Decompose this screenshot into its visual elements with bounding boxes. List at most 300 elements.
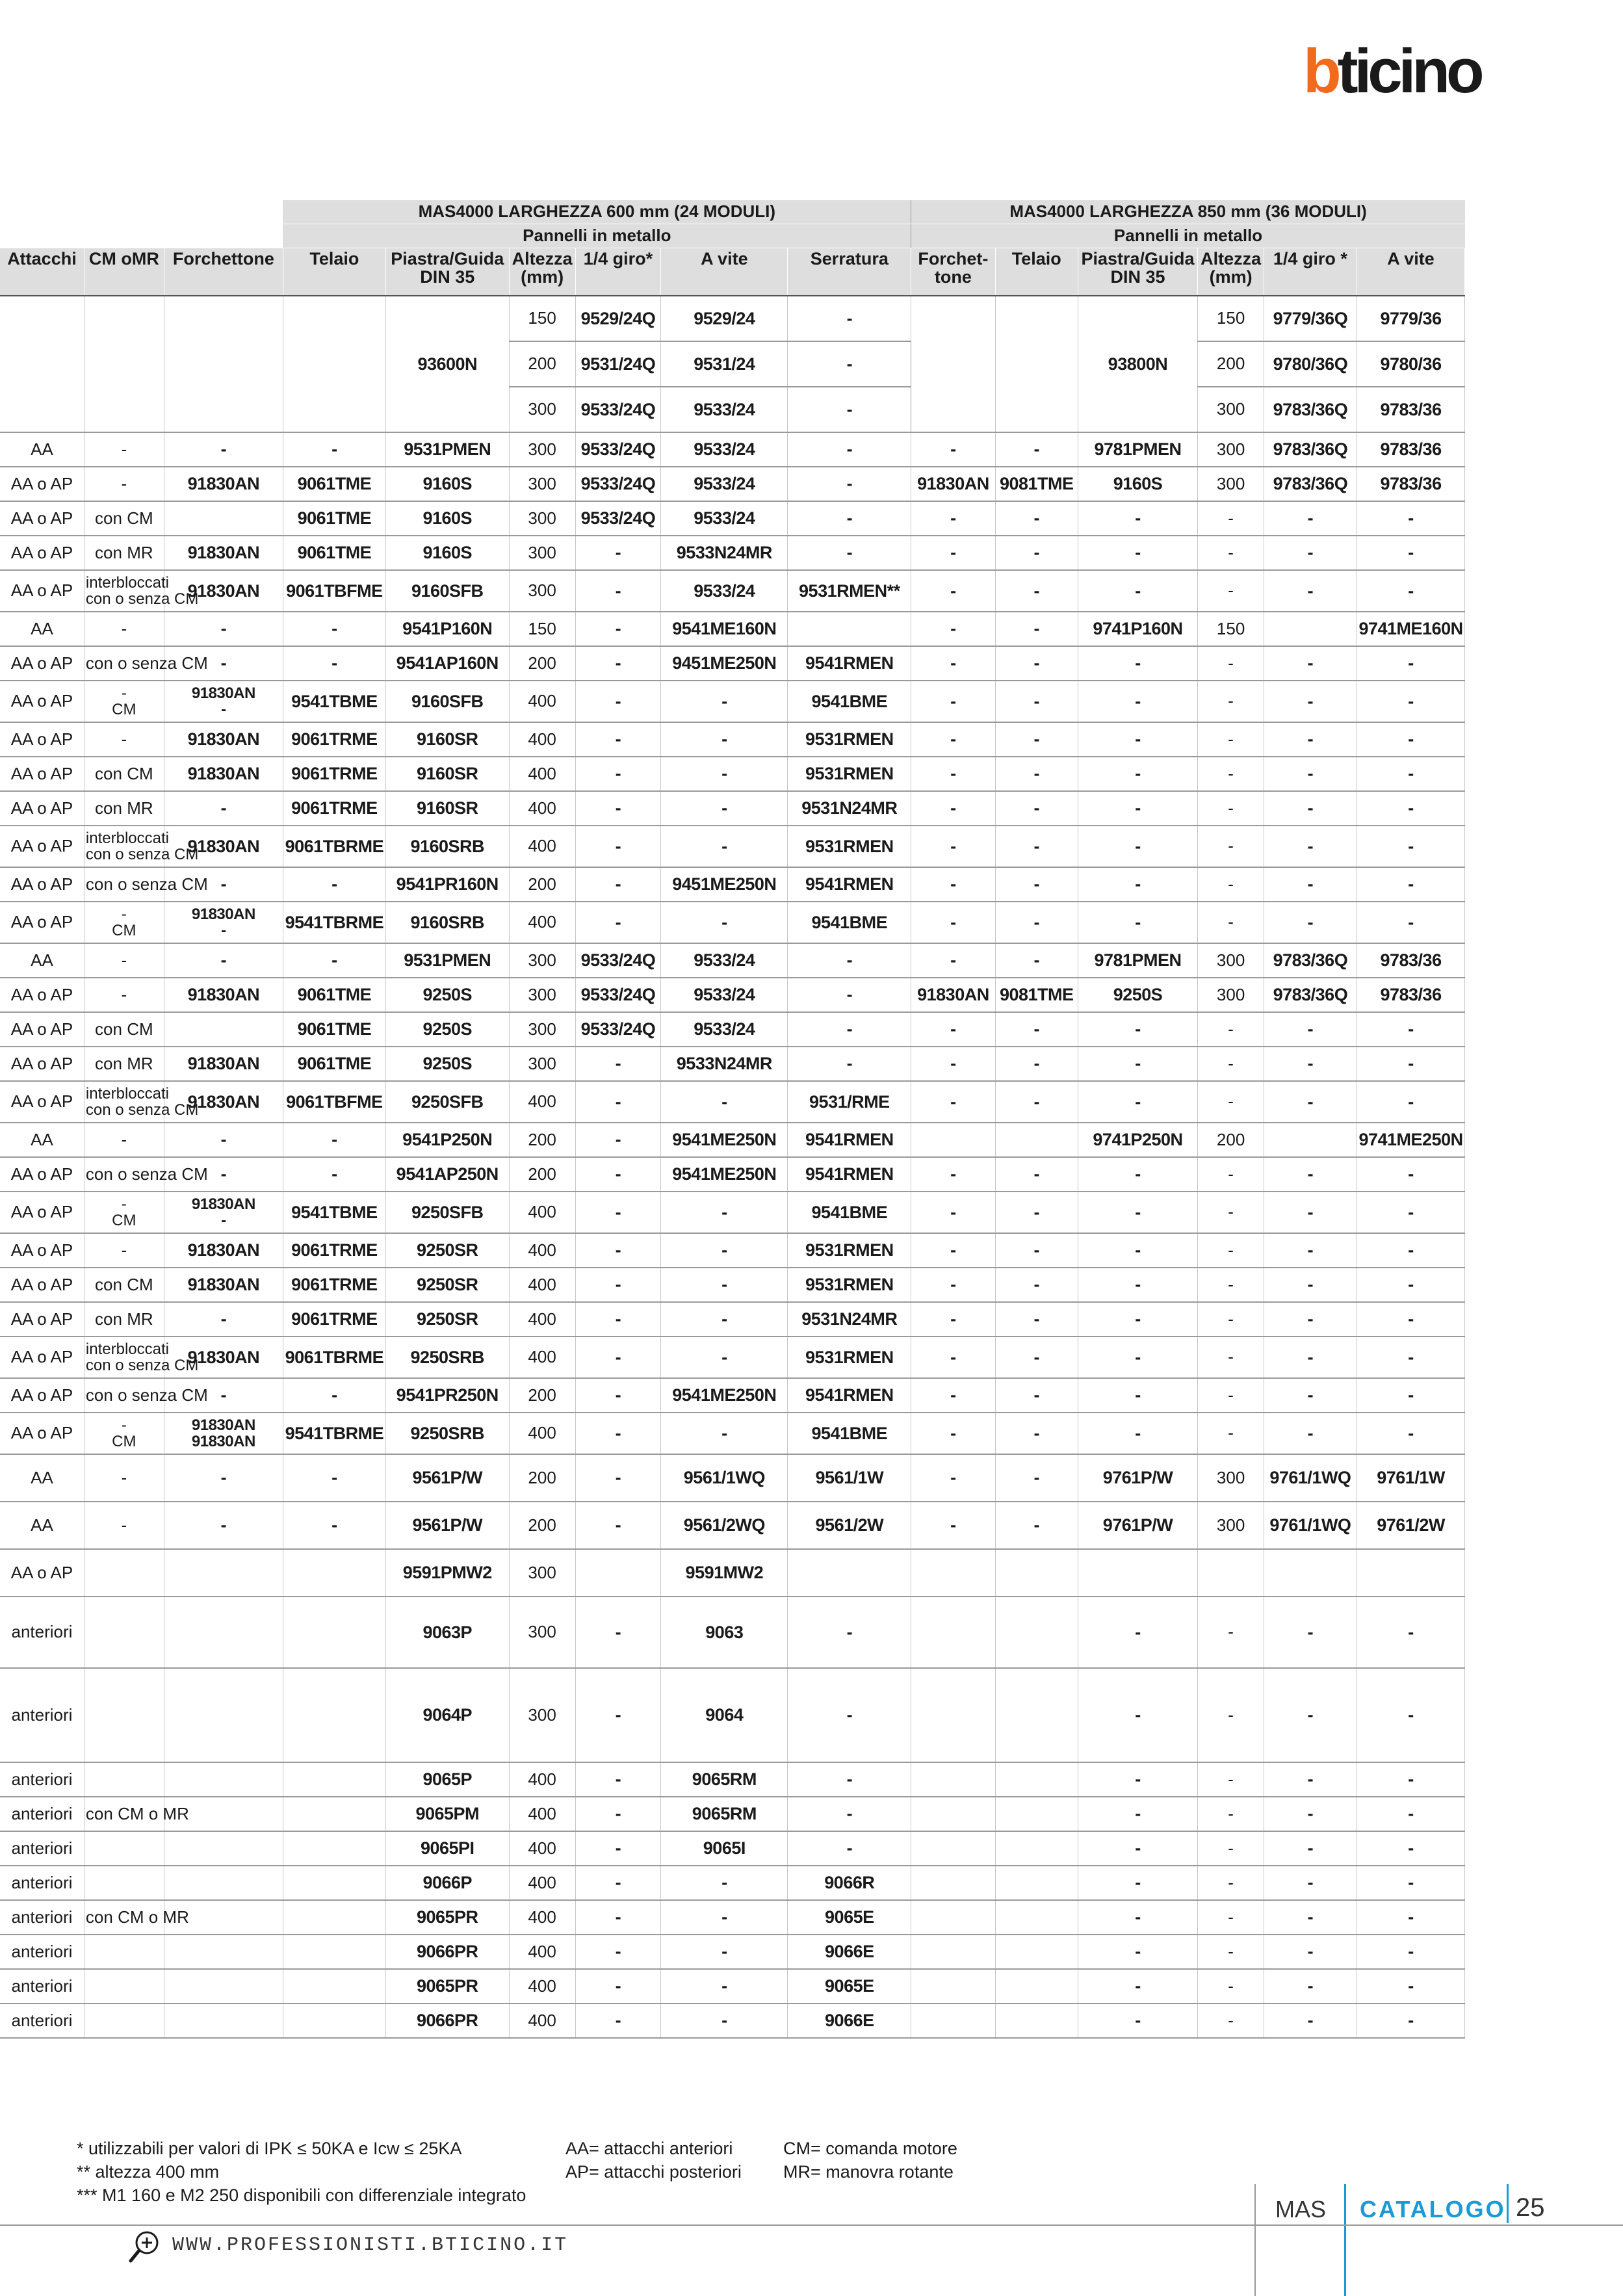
table-cell: - [164, 943, 283, 978]
table-cell: interbloccati con o senza CM [84, 1081, 164, 1123]
table-cell: 9781PMEN [1078, 943, 1197, 978]
table-cell: - [995, 1157, 1078, 1192]
table-cell: 300 [509, 943, 575, 978]
table-cell: 9541P250N [385, 1123, 509, 1157]
table-cell: - [84, 1123, 164, 1157]
table-cell: 9529/24Q [575, 296, 661, 341]
table-cell: - [911, 501, 995, 536]
table-row [0, 1157, 1469, 1192]
table-cell: - [575, 1969, 661, 2003]
table-cell: - [995, 867, 1078, 902]
table-cell: 9779/36Q [1264, 296, 1357, 341]
table-cell: - [1078, 1969, 1197, 2003]
table-cell [164, 1969, 283, 2003]
table-cell [1264, 1123, 1357, 1157]
footer-rule [0, 2224, 1623, 2226]
table-cell [788, 1549, 911, 1597]
table-cell: 200 [1198, 341, 1264, 387]
table-cell [995, 1797, 1078, 1831]
table-cell: 300 [509, 1549, 575, 1597]
table-cell: anteriori [0, 1969, 84, 2003]
table-cell [995, 1866, 1078, 1900]
table-row [0, 1123, 1469, 1157]
sub-850-header: Pannelli in metallo [911, 224, 1465, 248]
table-cell: 200 [509, 341, 575, 387]
table-cell [911, 1549, 995, 1597]
table-cell: - [1264, 1866, 1357, 1900]
table-cell: AA [0, 943, 84, 978]
table-row [0, 1762, 1469, 1797]
table-cell: AA o AP [0, 1413, 84, 1454]
table-cell: 300 [509, 1668, 575, 1762]
table-cell: - [1078, 791, 1197, 826]
table-cell: - [1078, 1762, 1197, 1797]
table-row [0, 1047, 1469, 1081]
table-cell: 400 [509, 757, 575, 791]
table-cell: - [575, 1762, 661, 1797]
table-cell: 300 [1198, 1454, 1264, 1502]
table-cell: 9531RMEN [788, 826, 911, 867]
table-cell: 91830AN [911, 467, 995, 501]
table-cell: 9741ME160N [1357, 612, 1465, 646]
table-cell: con CM [84, 1268, 164, 1302]
table-cell: - [1198, 1157, 1264, 1192]
table-cell: - [1357, 1192, 1465, 1233]
table-cell: - [1198, 1268, 1264, 1302]
table-cell [575, 1549, 661, 1597]
table-cell: - [995, 1233, 1078, 1268]
table-cell: 9065E [788, 1969, 911, 2003]
table-cell: 9066P [385, 1866, 509, 1900]
table-cell: 9591MW2 [661, 1549, 788, 1597]
table-cell: anteriori [0, 1668, 84, 1762]
table-cell: 9066R [788, 1866, 911, 1900]
table-cell: 9561/2WQ [661, 1502, 788, 1549]
table-cell: - [1357, 1378, 1465, 1413]
table-cell: - [788, 943, 911, 978]
table-cell: - [1078, 2003, 1197, 2038]
table-cell: - [164, 646, 283, 681]
table-cell: 9531N24MR [788, 791, 911, 826]
table-cell: - [575, 1192, 661, 1233]
table-cell: 400 [509, 1302, 575, 1337]
table-row [0, 1192, 1469, 1233]
table-cell: 9250S [385, 1047, 509, 1081]
table-cell: 9533/24 [661, 467, 788, 501]
table-cell: - [911, 646, 995, 681]
table-cell: - [575, 1597, 661, 1668]
table-cell: - [283, 943, 385, 978]
table-cell: anteriori [0, 1762, 84, 1797]
table-cell: 9250S [1078, 978, 1197, 1012]
table-cell [911, 1866, 995, 1900]
table-cell: AA [0, 1502, 84, 1549]
table-cell: - [1198, 757, 1264, 791]
table-cell: interbloccati con o senza CM [84, 570, 164, 612]
table-cell: 400 [509, 681, 575, 722]
table-cell: - [575, 1797, 661, 1831]
table-cell: - [911, 612, 995, 646]
table-cell: 91830AN [164, 757, 283, 791]
table-cell: 9063P [385, 1597, 509, 1668]
table-cell: - [995, 570, 1078, 612]
zoom-search-icon [129, 2230, 160, 2263]
table-cell: 9160S [385, 467, 509, 501]
table-cell: - [1264, 646, 1357, 681]
table-cell: - [1357, 1762, 1465, 1797]
table-cell: - [788, 467, 911, 501]
table-cell: 9541ME160N [661, 612, 788, 646]
table-cell: - [1264, 867, 1357, 902]
table-cell: - [1198, 1762, 1264, 1797]
table-cell: 9250S [385, 978, 509, 1012]
table-cell: 9533/24 [661, 943, 788, 978]
table-cell: 9531/RME [788, 1081, 911, 1123]
table-cell: - [575, 2003, 661, 2038]
table-cell: con o senza CM [84, 1157, 164, 1192]
table-cell: AA o AP [0, 681, 84, 722]
table-cell: 9533/24Q [575, 978, 661, 1012]
table-cell: - [575, 791, 661, 826]
table-cell: 400 [509, 791, 575, 826]
table-cell: - [661, 1866, 788, 1900]
table-cell: - [911, 1081, 995, 1123]
table-cell: - [911, 1378, 995, 1413]
table-cell: - [1198, 1797, 1264, 1831]
table-cell: 300 [1198, 943, 1264, 978]
table-cell: - [164, 1454, 283, 1502]
table-row [0, 1378, 1469, 1413]
table-cell: 9541RMEN [788, 1123, 911, 1157]
product-table [0, 200, 1469, 2039]
table-cell: - [164, 1502, 283, 1549]
table-cell: AA o AP [0, 1378, 84, 1413]
table-cell [995, 1597, 1078, 1668]
table-cell: 9065P [385, 1762, 509, 1797]
table-cell: con MR [84, 1302, 164, 1337]
column-header-row [0, 248, 1469, 296]
table-cell: 9065RM [661, 1797, 788, 1831]
table-cell: 9783/36 [1357, 943, 1465, 978]
table-cell: - [84, 722, 164, 757]
table-cell: - [1264, 1081, 1357, 1123]
table-cell: - [1198, 1081, 1264, 1123]
table-cell: 9065PI [385, 1831, 509, 1866]
table-cell: 91830AN [164, 1337, 283, 1378]
table-cell: - [1078, 1413, 1197, 1454]
table-cell: - [1357, 501, 1465, 536]
table-cell: - [164, 1302, 283, 1337]
table-cell: anteriori [0, 2003, 84, 2038]
table-row [0, 1597, 1469, 1668]
table-cell: interbloccati con o senza CM [84, 1337, 164, 1378]
table-cell: 9250SR [385, 1268, 509, 1302]
legend-mr: MR= manovra rotante [783, 2162, 954, 2182]
table-cell: - [1264, 1935, 1357, 1969]
table-cell: AA o AP [0, 1192, 84, 1233]
table-cell: - [575, 1268, 661, 1302]
table-cell: - [1078, 867, 1197, 902]
table-cell: - [788, 536, 911, 570]
table-cell: - [1198, 1047, 1264, 1081]
table-cell: - [575, 570, 661, 612]
table-cell: 9061TME [283, 1012, 385, 1047]
table-cell: con o senza CM [84, 646, 164, 681]
table-cell: - [911, 867, 995, 902]
table-cell: - [1078, 1337, 1197, 1378]
table-cell: 9531PMEN [385, 432, 509, 467]
table-cell: con CM o MR [84, 1797, 164, 1831]
table-cell: - [575, 1378, 661, 1413]
table-cell: - [1357, 902, 1465, 943]
table-cell: - [995, 826, 1078, 867]
table-cell: - [1198, 681, 1264, 722]
table-cell: 9541RMEN [788, 1157, 911, 1192]
table-cell: - [1078, 646, 1197, 681]
table-cell: 9780/36Q [1264, 341, 1357, 387]
table-cell: - [575, 1866, 661, 1900]
table-cell: con CM [84, 501, 164, 536]
table-cell: 9541TBRME [283, 1413, 385, 1454]
table-cell: - [1078, 501, 1197, 536]
table-cell [84, 1668, 164, 1762]
table-cell: 9533/24Q [575, 387, 661, 432]
table-cell: - [995, 943, 1078, 978]
table-cell: 9541BME [788, 902, 911, 943]
table-row [0, 1831, 1469, 1866]
table-cell: - [575, 1900, 661, 1935]
table-cell: 9250SFB [385, 1081, 509, 1123]
table-cell [164, 2003, 283, 2038]
table-cell: - [1198, 1969, 1264, 2003]
table-cell: - [1198, 536, 1264, 570]
table-cell: 9061TRME [283, 757, 385, 791]
table-cell: - [995, 757, 1078, 791]
table-cell [283, 1797, 385, 1831]
table-cell: 91830AN - [164, 1192, 283, 1233]
table-cell: 9783/36Q [1264, 943, 1357, 978]
table-cell: - [1357, 1831, 1465, 1866]
table-cell: 9541AP160N [385, 646, 509, 681]
table-cell: - [164, 867, 283, 902]
table-cell [995, 2003, 1078, 2038]
table-row [0, 1302, 1469, 1337]
table-cell: 9561P/W [385, 1454, 509, 1502]
table-cell: 400 [509, 1900, 575, 1935]
table-cell: 9533N24MR [661, 1047, 788, 1081]
table-cell: - [788, 1831, 911, 1866]
table-cell: - [1078, 1668, 1197, 1762]
table-cell: 200 [509, 646, 575, 681]
table-cell: - [1198, 1337, 1264, 1378]
table-cell: 9065E [788, 1900, 911, 1935]
table-cell: - [661, 1302, 788, 1337]
group-850-header: MAS4000 LARGHEZZA 850 mm (36 MODULI) [911, 200, 1465, 224]
table-cell: - [84, 1502, 164, 1549]
table-cell: AA o AP [0, 1268, 84, 1302]
table-cell: - [1264, 1268, 1357, 1302]
table-cell: con o senza CM [84, 867, 164, 902]
table-cell: - [995, 902, 1078, 943]
table-cell: - [1357, 646, 1465, 681]
table-cell: - [1357, 1900, 1465, 1935]
table-cell: - [84, 1233, 164, 1268]
table-cell: - [1264, 1233, 1357, 1268]
table-cell: - [1198, 1192, 1264, 1233]
table-cell: - [1198, 1302, 1264, 1337]
table-cell [283, 1762, 385, 1797]
table-cell: 9541AP250N [385, 1157, 509, 1192]
table-cell: 400 [509, 1866, 575, 1900]
table-cell: 91830AN [164, 467, 283, 501]
table-cell: - [1264, 1900, 1357, 1935]
column-header: CM oMR [84, 248, 164, 296]
table-cell: - [995, 1378, 1078, 1413]
table-cell: - [575, 536, 661, 570]
table-cell [84, 296, 164, 432]
table-cell: - [575, 826, 661, 867]
table-cell: 9160S [1078, 467, 1197, 501]
table-cell: - [1357, 867, 1465, 902]
table-cell [84, 2003, 164, 2038]
table-cell: - [1198, 1413, 1264, 1454]
table-cell: 9065RM [661, 1762, 788, 1797]
table-row [0, 867, 1469, 902]
table-cell: AA o AP [0, 1012, 84, 1047]
column-header: A vite [661, 248, 788, 296]
table-cell: - [283, 612, 385, 646]
table-cell: - [911, 757, 995, 791]
table-cell [911, 1762, 995, 1797]
table-cell: - [1357, 1268, 1465, 1302]
table-cell [911, 1668, 995, 1762]
table-cell: 9783/36Q [1264, 978, 1357, 1012]
table-cell: 9061TBRME [283, 826, 385, 867]
table-cell: 9783/36Q [1264, 432, 1357, 467]
table-cell: - [995, 681, 1078, 722]
table-cell: - [1264, 1969, 1357, 2003]
table-cell: 9250SRB [385, 1337, 509, 1378]
table-cell: - [575, 1157, 661, 1192]
table-cell: - [164, 1157, 283, 1192]
table-cell: - [911, 681, 995, 722]
table-cell: AA o AP [0, 467, 84, 501]
table-cell: - [164, 1378, 283, 1413]
table-cell: 9780/36 [1357, 341, 1465, 387]
table-row [0, 1668, 1469, 1762]
table-cell: - [1078, 826, 1197, 867]
table-cell: - [1078, 757, 1197, 791]
table-cell [1264, 1549, 1357, 1597]
legend-controls [783, 2137, 957, 2184]
table-cell: - [575, 1831, 661, 1866]
table-cell: 300 [1198, 432, 1264, 467]
table-cell: 9250SR [385, 1233, 509, 1268]
table-cell: - [661, 722, 788, 757]
table-cell: AA o AP [0, 978, 84, 1012]
footnote-1: * utilizzabili per valori di IPK ≤ 50KA e Icw ≤ 25KA [77, 2139, 462, 2158]
table-cell: - [1078, 570, 1197, 612]
table-cell [995, 1831, 1078, 1866]
footnotes [77, 2137, 526, 2207]
table-cell: AA [0, 1123, 84, 1157]
table-cell: - [1264, 791, 1357, 826]
table-cell: - [1198, 791, 1264, 826]
table-cell: 9531RMEN [788, 1233, 911, 1268]
table-cell: 9541PR160N [385, 867, 509, 902]
table-cell: 9541TBME [283, 681, 385, 722]
table-cell: - [1357, 1012, 1465, 1047]
table-cell: 9783/36 [1357, 432, 1465, 467]
table-cell [164, 1549, 283, 1597]
table-cell: con MR [84, 791, 164, 826]
table-cell: - [1198, 722, 1264, 757]
table-cell [283, 1900, 385, 1935]
table-row [0, 612, 1469, 646]
table-cell [1078, 1549, 1197, 1597]
table-cell: - [1264, 1413, 1357, 1454]
table-cell: 9541RMEN [788, 646, 911, 681]
table-cell: 9061TRME [283, 791, 385, 826]
table-cell [84, 1597, 164, 1668]
table-cell: - [661, 1192, 788, 1233]
table-cell: 9081TME [995, 978, 1078, 1012]
table-cell: 400 [509, 1192, 575, 1233]
table-cell: 200 [509, 1157, 575, 1192]
table-cell [164, 1866, 283, 1900]
table-cell: - [1078, 1268, 1197, 1302]
table-cell: 400 [509, 826, 575, 867]
table-cell: - [1198, 1597, 1264, 1668]
column-header: Altezza (mm) [1198, 248, 1264, 296]
table-cell: 9533/24 [661, 978, 788, 1012]
table-cell: - [575, 902, 661, 943]
table-cell: 9064 [661, 1668, 788, 1762]
table-cell: 150 [1198, 296, 1264, 341]
table-cell: - [283, 646, 385, 681]
table-cell: - [995, 612, 1078, 646]
table-cell: 9561/2W [788, 1502, 911, 1549]
table-cell [84, 1549, 164, 1597]
table-cell: - [1264, 1047, 1357, 1081]
table-row [0, 536, 1469, 570]
table-cell: - [1264, 722, 1357, 757]
table-cell: 9531/24Q [575, 341, 661, 387]
table-cell: - [1357, 570, 1465, 612]
table-cell [84, 1969, 164, 2003]
table-cell: - [1264, 1668, 1357, 1762]
table-cell: - [1198, 1012, 1264, 1047]
catalog-label: CATALOGO [1360, 2196, 1506, 2223]
table-cell: 200 [509, 867, 575, 902]
table-cell: anteriori [0, 1935, 84, 1969]
website-link[interactable]: WWW.PROFESSIONISTI.BTICINO.IT [172, 2234, 569, 2256]
table-cell: - [283, 867, 385, 902]
table-cell: - [911, 1047, 995, 1081]
table-cell: 9761/2W [1357, 1502, 1465, 1549]
table-cell: 300 [509, 1597, 575, 1668]
table-cell [995, 1668, 1078, 1762]
legend-ap: AP= attacchi posteriori [565, 2162, 742, 2182]
table-cell: 9061TBRME [283, 1337, 385, 1378]
table-cell: AA o AP [0, 1233, 84, 1268]
table-cell: - [911, 1337, 995, 1378]
column-header: Piastra/Guida DIN 35 [1078, 248, 1197, 296]
table-cell [164, 1668, 283, 1762]
table-cell: AA o AP [0, 867, 84, 902]
table-cell [84, 1762, 164, 1797]
table-cell: 9541RMEN [788, 1378, 911, 1413]
